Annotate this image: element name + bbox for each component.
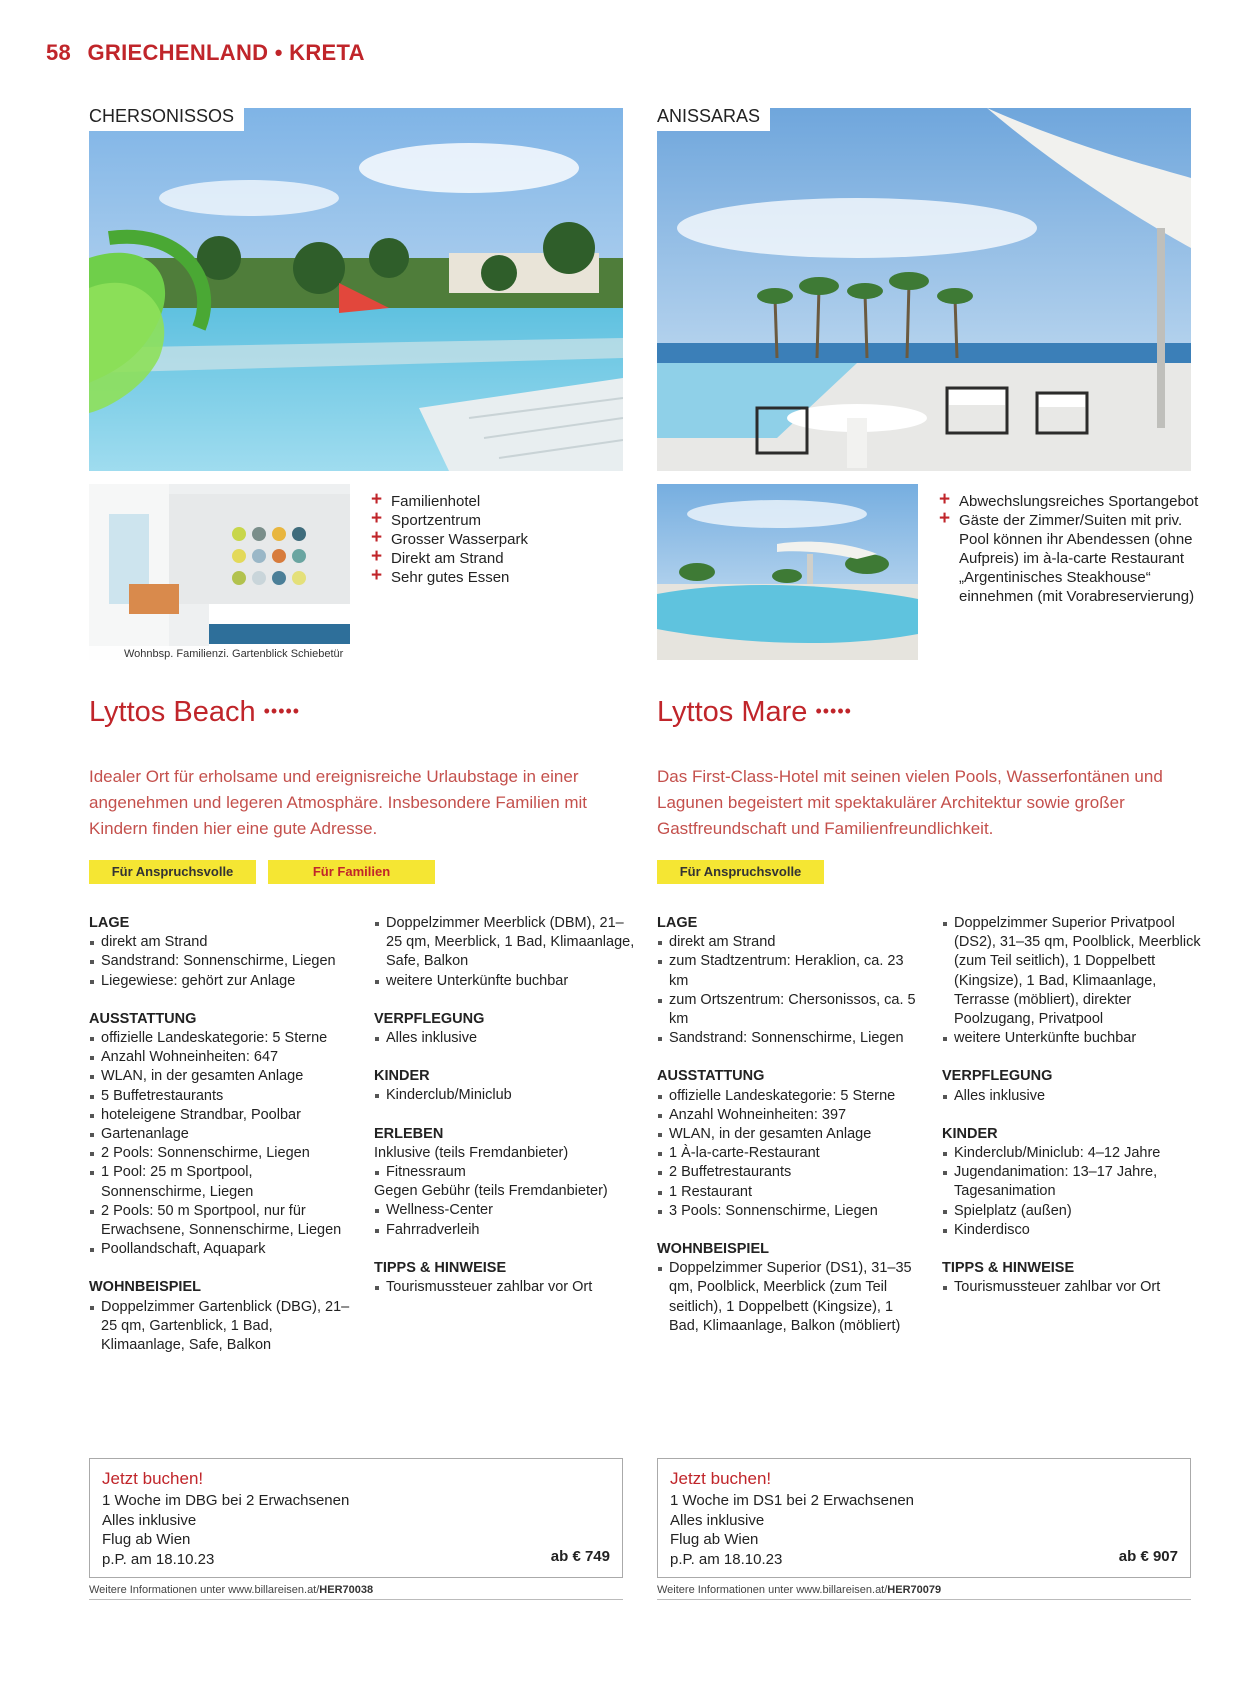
booking-cta[interactable]: Jetzt buchen! [670,1469,772,1488]
section-heading: WOHNBEISPIEL [89,1279,201,1296]
thumb-image-lagoon-pool [657,484,918,660]
booking-line: p.P. am 18.10.23 [670,1550,783,1568]
list-item: Anzahl Wohneinheiten: 397 [657,1106,919,1125]
info-column-1 [89,914,351,1374]
list-item: weitere Unterkünfte buchbar [374,972,636,991]
section-heading: VERPFLEGUNG [942,1068,1053,1085]
list-item: 3 Pools: Sonnenschirme, Liegen [657,1202,919,1221]
list-item: Fahrradverleih [374,1221,636,1240]
star-rating: ••••• [815,701,852,721]
list-item: Doppelzimmer Gartenblick (DBG), 21–25 qm, Gartenblick, 1 Bad, Klimaanlage, Safe, Balkon [89,1298,351,1356]
hotel-name-text: Lyttos Mare [657,696,808,728]
section-verpflegung [374,1010,636,1048]
highlight-item: + Gäste der Zimmer/Suiten mit priv. Pool können ihr Abendessen (ohne Aufpreis) im à-la-carte Restaurant „Argentinisches Steakhouse“ einnehmen (mit Vorabreservierung) [939,511,1199,606]
section-heading: LAGE [89,915,130,931]
category-tags [657,860,824,884]
highlight-item: + Sehr gutes Essen [371,568,631,587]
list-item: hoteleigene Strandbar, Poolbar [89,1106,351,1125]
hero-image-art [657,108,1191,471]
page-number: 58 [46,40,72,65]
thumb-caption: Wohnbsp. Familienzi. Gartenblick Schiebetür [89,646,350,666]
section-heading: ERLEBEN [374,1125,444,1142]
booking-line: 1 Woche im DBG bei 2 Erwachsenen [102,1492,350,1509]
hero-image-art [89,108,623,471]
list-item: Kinderdisco [942,1221,1204,1240]
list-item: Gartenanlage [89,1125,351,1144]
list-item: Doppelzimmer Superior Privatpool (DS2), 31–35 qm, Poolblick, Meerblick (zum Teil seitlich), 1 Doppelbett (Kingsize), 1 Bad, Klimaanlage, Terrasse (möbliert), direkter Poolzugang, Privatpool [942,914,1204,1029]
section-zimmer [374,914,636,991]
section-kinder [942,1125,1204,1240]
section-lage [657,914,919,1048]
info-column-2 [942,914,1204,1316]
hotel-column-lyttos-mare [657,0,1201,1687]
list-item: Alles inklusive [942,1087,1204,1106]
list-item: Doppelzimmer Superior (DS1), 31–35 qm, Poolblick, Meerblick (zum Teil seitlich), 1 Doppelbett (Kingsize), 1 Bad, Klimaanlage, Balkon (möbliert) [657,1259,919,1336]
list-item: Poollandschaft, Aquapark [89,1240,351,1259]
list-item: Kinderclub/Miniclub [374,1086,636,1105]
section-heading: AUSSTATTUNG [657,1068,765,1085]
list-item: weitere Unterkünfte buchbar [942,1029,1204,1048]
list-item: 1 Pool: 25 m Sportpool, Sonnenschirme, Liegen [89,1163,351,1201]
star-rating: ••••• [263,701,301,721]
more-info-code: HER70079 [887,1584,942,1596]
list-item: Fitnessraum [374,1163,636,1182]
hotel-intro: Das First-Class-Hotel mit seinen vielen Pools, Wasserfontänen und Lagunen begeistert mit spektakulärer Architektur sowie großer Gastfreundschaft und Familienfreundlichkeit. [657,767,1163,838]
subheading-text: Gegen Gebühr (teils Fremdanbieter) [374,1183,608,1200]
list-item: Doppelzimmer Meerblick (DBM), 21–25 qm, Meerblick, 1 Bad, Klimaanlage, Safe, Balkon [374,914,636,972]
section-heading: TIPPS & HINWEISE [374,1259,507,1276]
list-item: Sandstrand: Sonnenschirme, Liegen [89,952,351,971]
more-info-link[interactable] [89,1584,623,1600]
info-column-2 [374,914,636,1316]
section-heading: WOHNBEISPIEL [657,1241,769,1258]
list-item: Wellness-Center [374,1201,636,1220]
more-info-code: HER70038 [319,1584,374,1596]
tag-anspruchsvolle: Für Anspruchsvolle [657,860,824,884]
highlight-item: + Sportzentrum [371,511,631,530]
hero-image-pool-waterpark [89,108,623,471]
highlight-item: + Familienhotel [371,492,631,511]
hotel-name [657,696,852,729]
section-tipps [942,1259,1204,1297]
section-wohnbeispiel [657,1240,919,1336]
booking-box[interactable] [657,1458,1191,1578]
list-item: direkt am Strand [657,933,919,952]
list-item: Anzahl Wohneinheiten: 647 [89,1048,351,1067]
page-title: GRIECHENLAND • KRETA [87,40,365,65]
hotel-name [89,696,300,729]
hotel-name-text: Lyttos Beach [89,696,256,728]
location-label: ANISSARAS [657,104,770,131]
list-item: zum Ortszentrum: Chersonissos, ca. 5 km [657,991,919,1029]
section-erleben [374,1125,636,1240]
list-item: zum Stadtzentrum: Heraklion, ca. 23 km [657,952,919,990]
highlights-list [939,492,1199,606]
booking-line: Alles inklusive [670,1511,765,1529]
location-label: CHERSONISSOS [89,104,244,131]
list-item: 1 Restaurant [657,1183,919,1202]
section-ausstattung [89,1010,351,1260]
list-item: offizielle Landeskategorie: 5 Sterne [89,1029,351,1048]
booking-price: ab € 907 [1118,1548,1178,1565]
highlight-item: + Grosser Wasserpark [371,530,631,549]
highlights-list [371,492,631,587]
highlight-item: + Abwechslungsreiches Sportangebot [939,492,1199,511]
list-item: Liegewiese: gehört zur Anlage [89,972,351,991]
section-heading: TIPPS & HINWEISE [942,1260,1075,1277]
section-heading: VERPFLEGUNG [374,1010,485,1027]
booking-line: Alles inklusive [102,1511,197,1529]
list-item: WLAN, in der gesamten Anlage [89,1067,351,1086]
list-item: WLAN, in der gesamten Anlage [657,1125,919,1144]
more-info-text: Weitere Informationen unter www.billareisen.at/ [657,1584,888,1596]
hotel-intro: Idealer Ort für erholsame und ereignisreiche Urlaubstage in einer angenehmen und legeren Atmosphäre. Insbesondere Familien mit Kindern finden hier eine gute Adresse. [89,767,588,838]
thumb-image-family-room [89,484,350,660]
list-item: Sandstrand: Sonnenschirme, Liegen [657,1029,919,1048]
booking-line: Flug ab Wien [670,1531,759,1548]
section-ausstattung [657,1067,919,1221]
subheading-text: Inklusive (teils Fremdanbieter) [374,1144,569,1161]
booking-price: ab € 749 [550,1548,610,1565]
booking-line: p.P. am 18.10.23 [102,1550,215,1568]
more-info-link[interactable] [657,1584,1191,1600]
section-heading: KINDER [942,1125,998,1142]
list-item: Spielplatz (außen) [942,1202,1204,1221]
list-item: Jugendanimation: 13–17 Jahre, Tagesanimation [942,1163,1204,1201]
section-heading: AUSSTATTUNG [89,1010,197,1027]
list-item: Alles inklusive [374,1029,636,1048]
section-zimmer [942,914,1204,1048]
section-wohnbeispiel [89,1278,351,1355]
list-item: 2 Buffetrestaurants [657,1163,919,1182]
more-info-text: Weitere Informationen unter www.billareisen.at/ [89,1584,320,1596]
info-column-1 [657,914,919,1355]
category-tags [89,860,435,884]
list-item: offizielle Landeskategorie: 5 Sterne [657,1087,919,1106]
section-heading: LAGE [657,915,698,931]
section-kinder [374,1067,636,1105]
list-item: 2 Pools: 50 m Sportpool, nur für Erwachsene, Sonnenschirme, Liegen [89,1202,351,1240]
list-item: direkt am Strand [89,933,351,952]
section-tipps [374,1259,636,1297]
tag-anspruchsvolle: Für Anspruchsvolle [89,860,256,884]
tag-familien: Für Familien [268,860,435,884]
hero-image-terrace-pool [657,108,1191,471]
list-item: Tourismussteuer zahlbar vor Ort [374,1278,636,1297]
list-item: 1 À-la-carte-Restaurant [657,1144,919,1163]
booking-line: Flug ab Wien [102,1531,191,1548]
booking-box[interactable] [89,1458,623,1578]
booking-cta[interactable]: Jetzt buchen! [102,1469,204,1488]
hotel-column-lyttos-beach [89,0,635,1687]
section-verpflegung [942,1067,1204,1105]
list-item: 2 Pools: Sonnenschirme, Liegen [89,1144,351,1163]
list-item: 5 Buffetrestaurants [89,1087,351,1106]
highlight-item: + Direkt am Strand [371,549,631,568]
thumb-image-art [89,484,350,660]
booking-line: 1 Woche im DS1 bei 2 Erwachsenen [670,1492,915,1509]
section-lage [89,914,351,991]
list-item: Kinderclub/Miniclub: 4–12 Jahre [942,1144,1204,1163]
list-item: Tourismussteuer zahlbar vor Ort [942,1278,1204,1297]
section-heading: KINDER [374,1068,430,1085]
thumb-image-art [657,484,918,660]
